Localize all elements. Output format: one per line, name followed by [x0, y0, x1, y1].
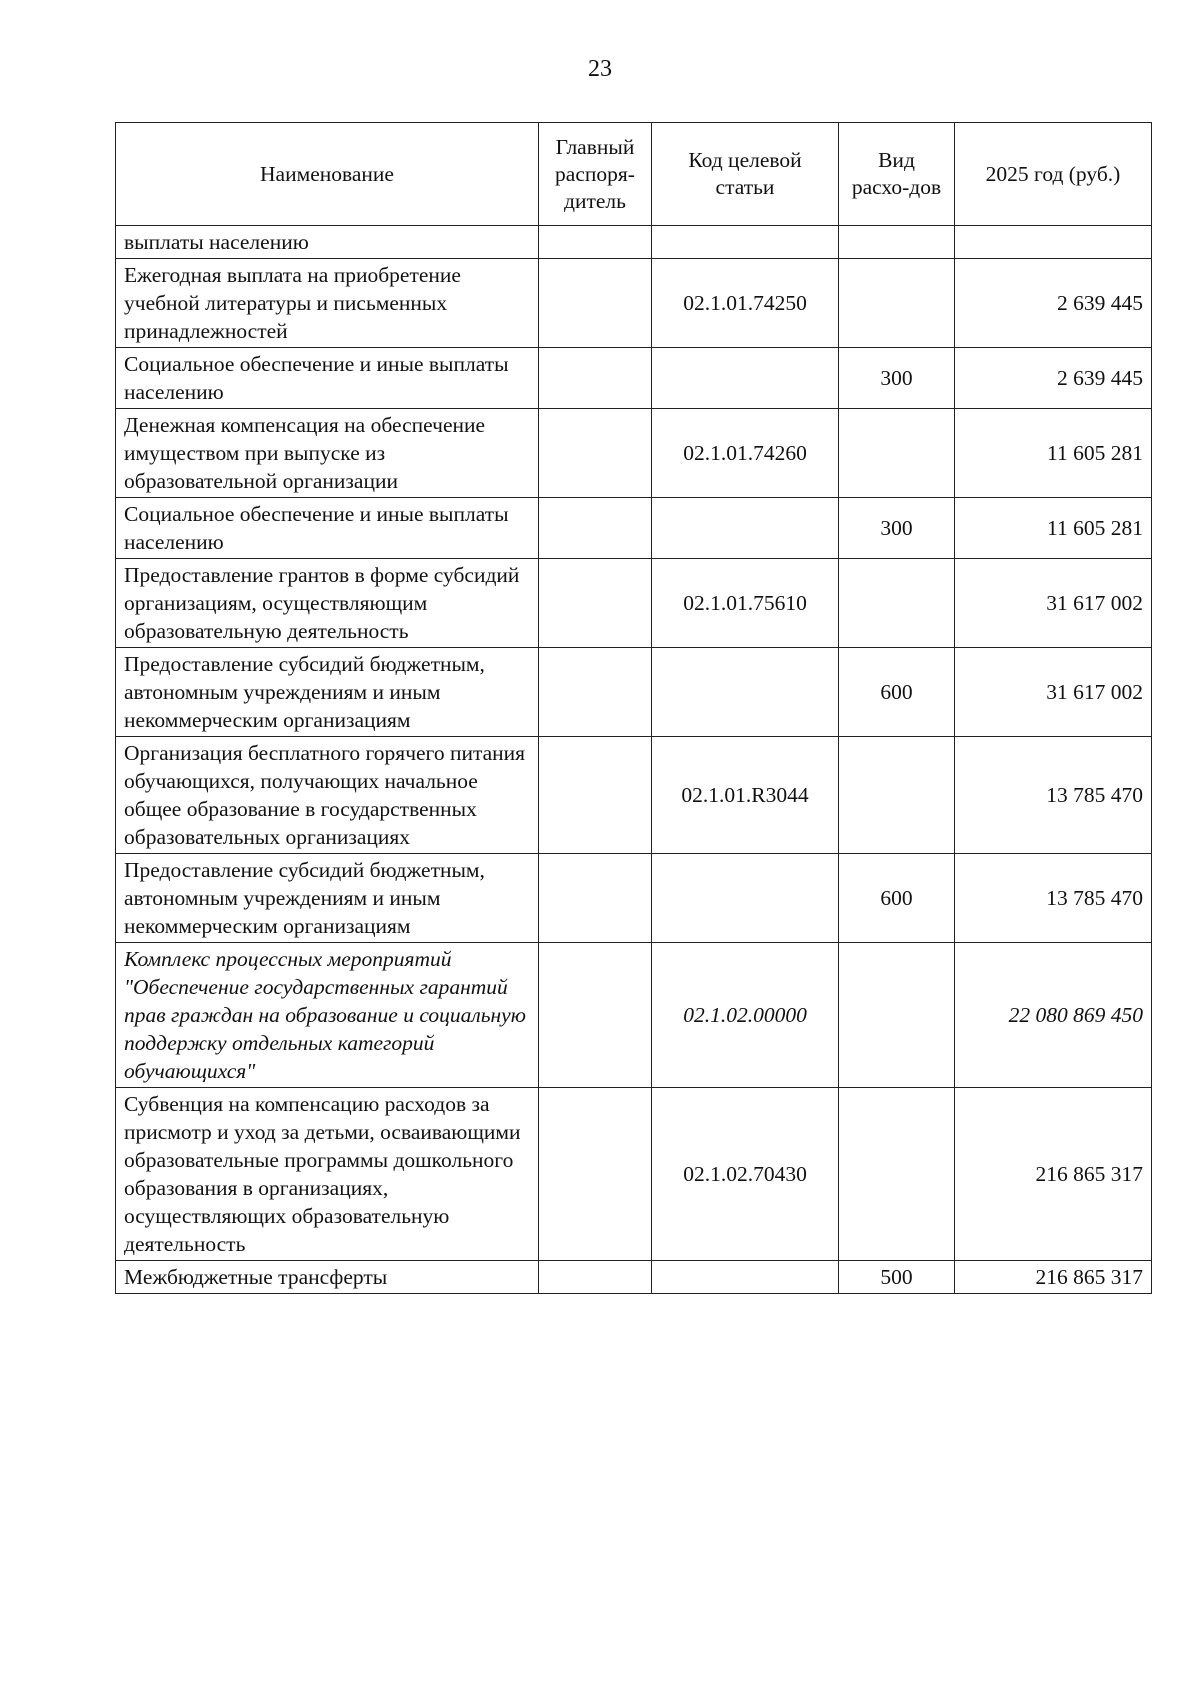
table-row [116, 1261, 1152, 1294]
header-owner: Главный распоря-дитель [539, 123, 652, 226]
cell-kind: 300 [839, 498, 955, 559]
table-row [116, 737, 1152, 854]
cell-kind: 600 [839, 648, 955, 737]
table-row [116, 348, 1152, 409]
table-row [116, 943, 1152, 1088]
cell-kind [839, 559, 955, 648]
cell-amount: 2 639 445 [955, 259, 1152, 348]
cell-owner [539, 854, 652, 943]
cell-code [652, 1261, 839, 1294]
table-row [116, 226, 1152, 259]
table-row [116, 854, 1152, 943]
cell-amount: 13 785 470 [955, 737, 1152, 854]
cell-owner [539, 1088, 652, 1261]
cell-owner [539, 943, 652, 1088]
cell-name: Субвенция на компенсацию расходов за присмотр и уход за детьми, осваивающими образовательные программы дошкольного образования в организациях, осуществляющих образовательную деятельность [116, 1088, 539, 1261]
table-row [116, 1088, 1152, 1261]
cell-kind: 500 [839, 1261, 955, 1294]
cell-amount: 2 639 445 [955, 348, 1152, 409]
cell-owner [539, 498, 652, 559]
page-number: 23 [588, 56, 612, 82]
cell-name: Предоставление субсидий бюджетным, автономным учреждениям и иным некоммерческим организациям [116, 854, 539, 943]
cell-name: Предоставление субсидий бюджетным, автономным учреждениям и иным некоммерческим организациям [116, 648, 539, 737]
cell-code [652, 498, 839, 559]
cell-name: Предоставление грантов в форме субсидий организациям, осуществляющим образовательную деятельность [116, 559, 539, 648]
table-body [116, 226, 1152, 1294]
cell-kind [839, 226, 955, 259]
cell-kind [839, 409, 955, 498]
table-row [116, 648, 1152, 737]
cell-amount: 216 865 317 [955, 1088, 1152, 1261]
cell-name: Организация бесплатного горячего питания обучающихся, получающих начальное общее образование в государственных образовательных организациях [116, 737, 539, 854]
cell-kind: 600 [839, 854, 955, 943]
cell-kind [839, 737, 955, 854]
cell-owner [539, 259, 652, 348]
cell-name: Комплекс процессных мероприятий "Обеспечение государственных гарантий прав граждан на образование и социальную поддержку отдельных категорий обучающихся" [116, 943, 539, 1088]
header-code: Код целевой статьи [652, 123, 839, 226]
cell-name: Ежегодная выплата на приобретение учебной литературы и письменных принадлежностей [116, 259, 539, 348]
table-row [116, 559, 1152, 648]
cell-owner [539, 648, 652, 737]
cell-kind [839, 943, 955, 1088]
cell-code [652, 226, 839, 259]
cell-owner [539, 559, 652, 648]
cell-name: Социальное обеспечение и иные выплаты населению [116, 498, 539, 559]
cell-owner [539, 348, 652, 409]
cell-name: выплаты населению [116, 226, 539, 259]
header-amount: 2025 год (руб.) [955, 123, 1152, 226]
cell-name: Денежная компенсация на обеспечение имуществом при выпуске из образовательной организации [116, 409, 539, 498]
cell-code: 02.1.01.R3044 [652, 737, 839, 854]
table-row [116, 498, 1152, 559]
cell-code: 02.1.01.74250 [652, 259, 839, 348]
cell-owner [539, 737, 652, 854]
cell-amount: 216 865 317 [955, 1261, 1152, 1294]
cell-amount: 13 785 470 [955, 854, 1152, 943]
cell-amount: 11 605 281 [955, 409, 1152, 498]
cell-code: 02.1.02.00000 [652, 943, 839, 1088]
header-kind: Вид расхо-дов [839, 123, 955, 226]
cell-kind [839, 259, 955, 348]
table-header-row [116, 123, 1152, 226]
cell-owner [539, 226, 652, 259]
cell-owner [539, 409, 652, 498]
cell-code: 02.1.01.75610 [652, 559, 839, 648]
header-name: Наименование [116, 123, 539, 226]
cell-name: Социальное обеспечение и иные выплаты населению [116, 348, 539, 409]
cell-name: Межбюджетные трансферты [116, 1261, 539, 1294]
budget-table [115, 122, 1152, 1294]
table-row [116, 409, 1152, 498]
cell-code [652, 648, 839, 737]
cell-amount: 31 617 002 [955, 648, 1152, 737]
cell-code: 02.1.02.70430 [652, 1088, 839, 1261]
cell-kind: 300 [839, 348, 955, 409]
cell-owner [539, 1261, 652, 1294]
table-row [116, 259, 1152, 348]
cell-amount [955, 226, 1152, 259]
cell-amount: 11 605 281 [955, 498, 1152, 559]
cell-code [652, 854, 839, 943]
cell-kind [839, 1088, 955, 1261]
cell-amount: 22 080 869 450 [955, 943, 1152, 1088]
cell-code [652, 348, 839, 409]
cell-amount: 31 617 002 [955, 559, 1152, 648]
cell-code: 02.1.01.74260 [652, 409, 839, 498]
